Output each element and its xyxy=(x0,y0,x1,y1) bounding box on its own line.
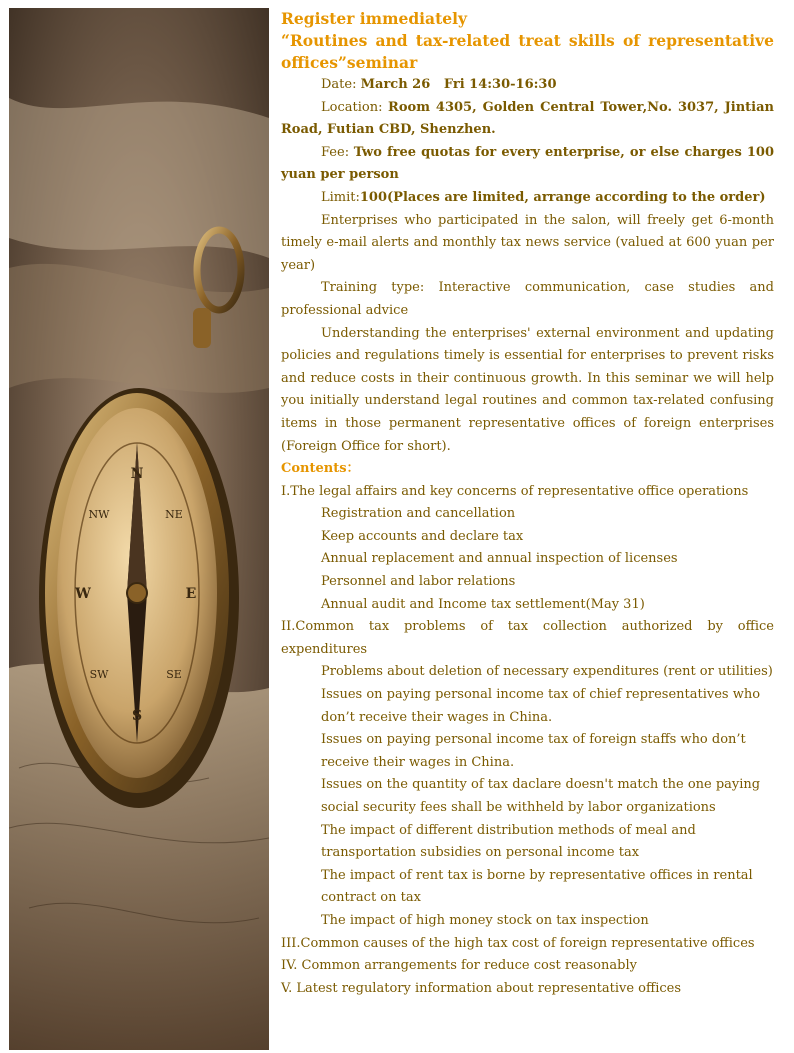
section-1-item: Keep accounts and declare tax xyxy=(321,528,524,544)
intro-paragraph: Understanding the enterprises' external environment and updating policies and regulations timely is essential for enterprises to prevent risks and reduce costs in their continuous growth. In this seminar we will help you initially understand legal routines and common tax-related confusing items in those permanent representative offices of foreign enterprises (Foreign Office for short). xyxy=(281,325,774,454)
limit-label: Limit: xyxy=(321,189,360,205)
seminar-text xyxy=(281,8,774,1000)
dial-label-s: S xyxy=(131,708,143,724)
section-2-item: The impact of rent tax is borne by representative offices in rental contract on tax xyxy=(321,867,753,906)
dial-label-n: N xyxy=(130,466,144,482)
limit-line xyxy=(281,187,774,210)
dial-label-sw: SW xyxy=(89,668,109,681)
dial-label-nw: NW xyxy=(88,508,110,521)
section-1-item: Personnel and labor relations xyxy=(321,574,516,590)
salon-benefit-paragraph: Enterprises who participated in the salon, will freely get 6-month timely e-mail alerts and monthly tax news service (valued at 600 yuan per year) xyxy=(281,212,774,273)
dial-label-w: W xyxy=(75,586,91,602)
location-value: Room 4305, Golden Central Tower,No. 3037, Jintian Road, Futian CBD, Shenzhen. xyxy=(281,99,774,138)
section-2-item: Issues on paying personal income tax of chief representatives who don’t receive their wages in China. xyxy=(321,687,761,725)
seminar-title: “Routines and tax-related treat skills of representative offices”seminar xyxy=(281,31,774,72)
section-2-item: Issues on the quantity of tax daclare doesn't match the one paying social security fees shall be withheld by labor organizations xyxy=(321,777,761,815)
section-3-title: III.Common causes of the high tax cost of foreign representative offices xyxy=(281,935,755,951)
dial-label-se: SE xyxy=(166,668,182,681)
register-heading: Register immediately xyxy=(281,9,468,28)
section-2-item: The impact of different distribution methods of meal and transportation subsidies on personal income tax xyxy=(321,822,696,861)
section-2-item: Issues on paying personal income tax of foreign staffs who don’t receive their wages in China. xyxy=(321,732,746,770)
section-1-title: I.The legal affairs and key concerns of representative office operations xyxy=(281,483,749,499)
section-1-item: Annual audit and Income tax settlement(May 31) xyxy=(321,596,645,612)
section-2-title: II.Common tax problems of tax collection authorized by office expenditures xyxy=(281,619,774,657)
section-4-title: IV. Common arrangements for reduce cost reasonably xyxy=(281,958,637,974)
location-line xyxy=(281,97,774,142)
section-2-item: Problems about deletion of necessary expenditures (rent or utilities) xyxy=(321,664,773,680)
limit-value: 100(Places are limited, arrange according to the order) xyxy=(359,189,766,205)
location-label: Location: xyxy=(321,99,383,115)
fee-label: Fee: xyxy=(321,144,350,160)
section-1-item: Registration and cancellation xyxy=(321,506,516,522)
date-value: March 26 Fri 14:30-16:30 xyxy=(360,77,557,92)
date-label: Date: xyxy=(321,77,357,92)
fee-line xyxy=(281,142,774,187)
compass-photo xyxy=(9,8,269,1050)
compass-illustration xyxy=(9,8,269,1050)
section-5-title: V. Latest regulatory information about representative offices xyxy=(281,980,682,996)
section-2-item: The impact of high money stock on tax inspection xyxy=(321,912,649,928)
fee-value: Two free quotas for every enterprise, or else charges 100 yuan per person xyxy=(281,144,774,183)
date-line xyxy=(281,74,774,97)
training-type-paragraph: Training type: Interactive communication, case studies and professional advice xyxy=(281,280,774,318)
dial-label-ne: NE xyxy=(165,508,183,521)
contents-heading: Contents： xyxy=(281,461,360,477)
dial-label-e: E xyxy=(185,586,197,602)
section-1-item: Annual replacement and annual inspection of licenses xyxy=(321,551,678,567)
